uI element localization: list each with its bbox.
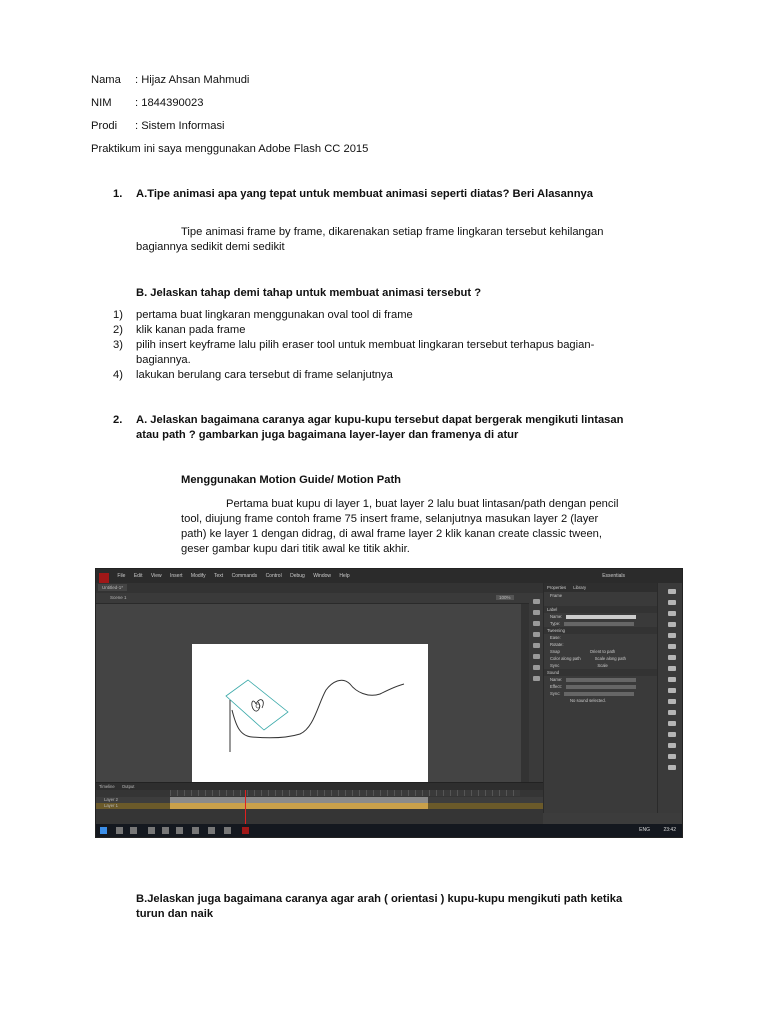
menu-file: File <box>117 573 126 579</box>
menu-edit: Edit <box>133 573 143 579</box>
q2-para-line4: geser gambar kupu dari titik awal ke titik akhir. <box>181 543 410 555</box>
nama-label: Nama <box>91 74 121 86</box>
properties-panel-icon <box>533 599 540 604</box>
timeline-tabs <box>96 783 543 790</box>
q2-para-line2: tool, diujung frame contoh frame 75 insert frame, selanjutnya masukan layer 2 (layer <box>181 513 599 525</box>
prodi-value: : Sistem Informasi <box>135 120 225 132</box>
stage-area <box>96 604 521 782</box>
align-panel-icon <box>533 621 540 626</box>
intro-text: Praktikum ini saya menggunakan Adobe Flash CC 2015 <box>91 143 369 155</box>
q2-method: Menggunakan Motion Guide/ Motion Path <box>181 474 402 486</box>
paint-bucket-tool-icon <box>668 721 676 726</box>
tab-properties: Properties <box>547 585 567 590</box>
layer-2-name: Layer 2 <box>104 797 118 802</box>
tab-timeline: Timeline <box>99 784 115 789</box>
layer-1-name: Layer 1 <box>104 803 118 808</box>
nim-row <box>91 96 203 111</box>
task-view-icon <box>130 827 137 834</box>
nim-value: : 1844390023 <box>135 97 204 109</box>
prodi-row <box>91 119 225 134</box>
layer-1-frames <box>170 803 428 809</box>
props-type-row: Type: <box>544 620 658 627</box>
q1-number: 1. <box>113 188 123 200</box>
lasso-tool-icon <box>668 622 676 627</box>
step-3-num: 3) <box>113 339 123 351</box>
search-icon <box>116 827 123 834</box>
hand-tool-icon <box>668 754 676 759</box>
props-sound-section: Sound <box>544 669 658 676</box>
props-sound-name-row: Name: <box>544 676 658 683</box>
app-icon <box>192 827 199 834</box>
language-indicator: ENG <box>639 827 650 833</box>
props-ease-row: Ease: <box>550 635 561 640</box>
menu-modify: Modify <box>190 573 206 579</box>
store-icon <box>176 827 183 834</box>
line-tool-icon <box>668 655 676 660</box>
eyedropper-tool-icon <box>668 732 676 737</box>
q1-question-b: B. Jelaskan tahap demi tahap untuk membuat animasi tersebut ? <box>136 287 482 299</box>
app-icon <box>224 827 231 834</box>
menu-insert: Insert <box>170 573 183 579</box>
file-explorer-icon <box>162 827 169 834</box>
menu-control: Control <box>265 573 282 579</box>
tab-output: Output <box>121 784 135 789</box>
step-2-text: klik kanan pada frame <box>136 324 246 336</box>
menu-debug: Debug <box>290 573 305 579</box>
q2-para-line1: Pertama buat kupu di layer 1, buat layer 2 lalu buat lintasan/path dengan pencil <box>226 498 619 510</box>
edge-browser-icon <box>148 827 155 834</box>
components-panel-icon <box>533 676 540 681</box>
panel-icons-column <box>529 593 543 793</box>
library-panel-icon <box>533 610 540 615</box>
subselection-tool-icon <box>668 600 676 605</box>
app-icon <box>208 827 215 834</box>
props-sync-row: Sync Scale <box>550 663 608 668</box>
menu-window: Window <box>313 573 331 579</box>
flash-taskbar-icon <box>242 827 249 834</box>
step-4-num: 4) <box>113 369 123 381</box>
q2-number: 2. <box>113 414 123 426</box>
step-1-text: pertama buat lingkaran menggunakan oval tool di frame <box>136 309 413 321</box>
q1-answer-a-line1: Tipe animasi frame by frame, dikarenakan setiap frame lingkaran tersebut kehilangan <box>181 226 604 238</box>
props-sound-sync-row: Sync: <box>544 690 658 697</box>
menu-help: Help <box>339 573 350 579</box>
selection-tool-icon <box>668 589 676 594</box>
properties-panel <box>543 583 658 813</box>
flash-logo-icon <box>99 573 109 583</box>
q2-para-line3: path) ke layer 1 dengan didrag, di awal frame layer 2 klik kanan create classic tween, <box>181 528 602 540</box>
step-3-text: pilih insert keyframe lalu pilih eraser tool untuk membuat lingkaran tersebut terhapus bagian- <box>136 339 595 351</box>
edit-bar <box>96 593 543 604</box>
transform-panel-icon <box>533 643 540 648</box>
nim-label: NIM <box>91 97 112 109</box>
pen-tool-icon <box>668 633 676 638</box>
text-tool-icon <box>668 644 676 649</box>
playhead <box>245 790 246 827</box>
bone-tool-icon <box>668 710 676 715</box>
scene-label: Scene 1 <box>110 595 127 600</box>
props-effect-row: Effect: <box>544 683 658 690</box>
stage-canvas <box>192 644 428 784</box>
eraser-tool-icon <box>668 743 676 748</box>
step-1-num: 1) <box>113 309 123 321</box>
step-3-continued: bagiannya. <box>136 354 191 366</box>
rectangle-tool-icon <box>668 666 676 671</box>
flash-screenshot <box>95 568 683 838</box>
oval-tool-icon <box>668 677 676 682</box>
nama-row <box>91 73 249 88</box>
tools-panel <box>657 583 683 813</box>
windows-start-icon <box>100 827 107 834</box>
properties-tabs <box>544 583 658 592</box>
frame-ruler <box>170 790 520 796</box>
color-panel-icon <box>533 654 540 659</box>
document-tabbar <box>96 583 543 593</box>
motion-path-drawing <box>192 644 428 784</box>
info-panel-icon <box>533 632 540 637</box>
props-frame-row: Frame <box>550 593 563 598</box>
q2-question-a-line1: A. Jelaskan bagaimana caranya agar kupu-kupu tersebut dapat bergerak mengikuti lintasan <box>136 414 624 426</box>
stage-scrollbar <box>521 604 529 782</box>
brush-tool-icon <box>668 699 676 704</box>
props-name-row: Name: <box>544 613 658 620</box>
zoom-level: 100% <box>496 595 514 600</box>
tab-library: Library <box>573 585 587 590</box>
menu-view: View <box>150 573 162 579</box>
flash-menubar <box>96 569 682 583</box>
windows-taskbar <box>96 824 683 837</box>
step-2-num: 2) <box>113 324 123 336</box>
props-snap-row: Snap Orient to path <box>550 649 616 654</box>
no-sound-text: No sound selected. <box>570 698 606 703</box>
props-tweening-section: Tweening <box>544 627 658 634</box>
props-color-row: Color along path Scale along path <box>550 656 626 661</box>
zoom-tool-icon <box>668 765 676 770</box>
timeline-panel <box>96 782 543 827</box>
q1-answer-a-line2: bagiannya sedikit demi sedikit <box>136 241 285 253</box>
q2-question-b-line2: turun dan naik <box>136 908 214 920</box>
free-transform-tool-icon <box>668 611 676 616</box>
workspace-selector: Essentials <box>602 573 625 579</box>
document-tab: Untitled-1* <box>98 584 127 591</box>
menu-commands: Commands <box>231 573 258 579</box>
menu-text: Text <box>214 573 224 579</box>
props-label-section: Label <box>544 606 658 613</box>
pencil-tool-icon <box>668 688 676 693</box>
step-4-text: lakukan berulang cara tersebut di frame selanjutnya <box>136 369 393 381</box>
orient-to-path-checkbox: Orient to path <box>589 649 616 654</box>
props-rotate-row: Rotate: <box>550 642 564 647</box>
q2-question-b-line1: B.Jelaskan juga bagaimana caranya agar arah ( orientasi ) kupu-kupu mengikuti path ketika <box>136 893 623 905</box>
swatches-panel-icon <box>533 665 540 670</box>
prodi-label: Prodi <box>91 120 118 132</box>
q1-question-a: A.Tipe animasi apa yang tepat untuk membuat animasi seperti diatas? Beri Alasannya <box>136 188 593 200</box>
nama-value: : Hijaz Ahsan Mahmudi <box>135 74 250 86</box>
q2-question-a-line2: atau path ? gambarkan juga bagaimana layer-layer dan framenya di atur <box>136 429 519 441</box>
taskbar-clock: 23:42 <box>663 827 676 833</box>
